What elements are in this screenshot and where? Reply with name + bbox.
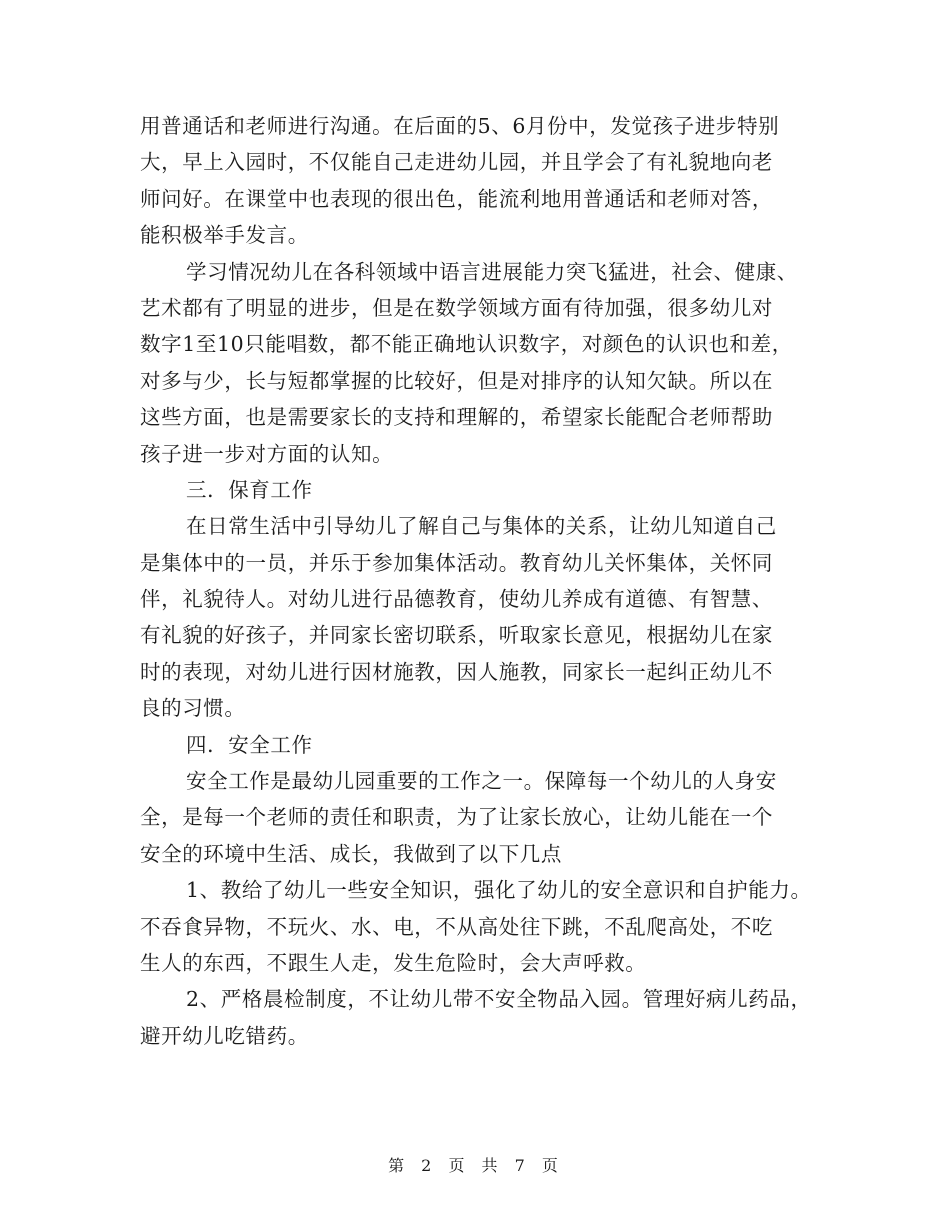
text-line: 避开幼儿吃错药。	[140, 1023, 309, 1048]
text-line: 2、严格晨检制度，不让幼儿带不安全物品入园。管理好病儿药品，	[186, 987, 812, 1012]
document-body	[140, 108, 830, 1054]
text-line: 有礼貌的好孩子，并同家长密切联系，听取家长意见，根据幼儿在家	[140, 623, 773, 648]
text-line: 艺术都有了明显的进步，但是在数学领域方面有待加强，很多幼儿对	[140, 295, 773, 320]
text-line: 安全的环境中生活、成长，我做到了以下几点	[140, 841, 562, 866]
text-line: 孩子进一步对方面的认知。	[140, 441, 394, 466]
text-line: 全，是每一个老师的责任和职责，为了让家长放心，让幼儿能在一个	[140, 805, 773, 830]
text-line: 四．安全工作	[186, 732, 313, 757]
text-line: 在日常生活中引导幼儿了解自己与集体的关系，让幼儿知道自己	[186, 514, 777, 539]
text-line: 这些方面，也是需要家长的支持和理解的，希望家长能配合老师帮助	[140, 405, 773, 430]
text-line: 时的表现，对幼儿进行因材施教，因人施教，同家长一起纠正幼儿不	[140, 659, 773, 684]
text-line: 师问好。在课堂中也表现的很出色，能流利地用普通话和老师对答，	[140, 186, 773, 211]
page-number-footer: 第 2 页 共 7 页	[388, 1156, 562, 1175]
text-line: 数字1至10只能唱数，都不能正确地认识数字，对颜色的认识也和差，	[140, 332, 793, 357]
text-line: 用普通话和老师进行沟通。在后面的5、6月份中，发觉孩子进步特别	[140, 114, 780, 138]
text-line: 生人的东西，不跟生人走，发生危险时，会大声呼救。	[140, 950, 647, 975]
text-line: 1、教给了幼儿一些安全知识，强化了幼儿的安全意识和自护能力。	[186, 878, 812, 903]
text-line: 伴，礼貌待人。对幼儿进行品德教育，使幼儿养成有道德、有智慧、	[140, 587, 773, 612]
text-line: 大，早上入园时，不仅能自己走进幼儿园，并且学会了有礼貌地向老	[140, 150, 773, 175]
text-line: 三．保育工作	[186, 477, 313, 502]
text-line: 是集体中的一员，并乐于参加集体活动。教育幼儿关怀集体，关怀同	[140, 550, 773, 575]
text-line: 对多与少，长与短都掌握的比较好，但是对排序的认知欠缺。所以在	[140, 368, 773, 393]
text-line: 不吞食异物，不玩火、水、电，不从高处往下跳，不乱爬高处，不吃	[140, 914, 773, 939]
text-line: 良的习惯。	[140, 696, 246, 721]
text-line: 安全工作是最幼儿园重要的工作之一。保障每一个幼儿的人身安	[186, 769, 777, 794]
text-line: 能积极举手发言。	[140, 223, 309, 248]
text-line: 学习情况幼儿在各科领域中语言进展能力突飞猛进，社会、健康、	[186, 259, 798, 284]
